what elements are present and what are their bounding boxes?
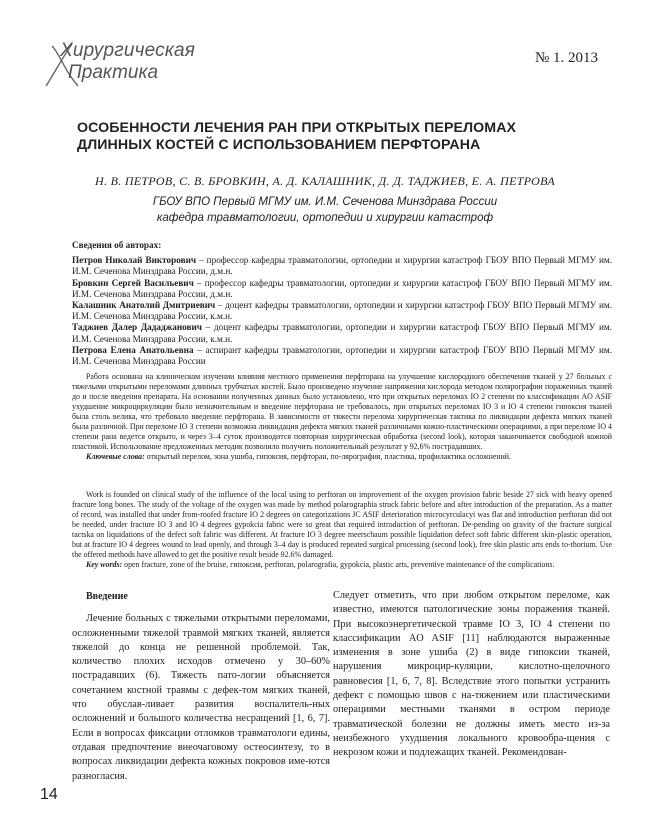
keywords-russian-list: открытый перелом, зона ушиба, гипоксия, перфторан, по-лярография, пластика, профилактика осложнений. bbox=[144, 452, 511, 461]
affiliation-department: кафедра травматологии, ортопедии и хирургии катастроф bbox=[156, 212, 494, 224]
abstract-english-text: Work is founded on clinical study of the influence of the local using to perftoran on improvement of the oxygen provision fabric beside 27 sick with heavy opened fracture long bones. The study of the voltage of the oxygen was made by method polarographia struck fabric before and after introduction of the preparation. As a matter of record, was installed that under from-roofed fracture IO 2 degrees on categorizations JC ASIF deterioration microcyrculacyi was flat and introduction perftoran did not be needed, under fracture IO 3 and IO 4 degrees gypokcia fabric were so great that required introduction of perftoran. De-pending on gravity of the fracture surgical tactska on liquidations of the defect soft fabric was different. At fracture IO 3 degree meerschaum possible liquidation defect soft fabric different skin-plastic operation, but at fracture IO 4 degrees wound to lead openly, and through 3–4 day is produced repeated surgical processing (second look), free skin plastic arts ends to-thorium. Use the offered methods have allowed to get the positive result beside 92.6% damaged. bbox=[72, 490, 612, 559]
journal-logo bbox=[38, 40, 238, 92]
body-paragraph: Следует отметить, что при любом открытом переломе, как известно, имеются патологические зоны поражения тканей. При высокоэнергетической травме IO 3, IO 4 степени по классификации AO ASIF [11] наблюдаются выраженные изменения в зоне ушиба (2) в виде гипоксии тканей, нарушения микроцир-куляции, кислотно-щелочного равновесия [1, 6, 7, 8]. Вследствие этого попытки устранить дефект с помощью швов с на-тяжением или пластическими операциями местными тканями в остром периоде травматической болезни не должны иметь место из-за неизбежного ухудшения локального кровообра-щения с некрозом кожи и подлежащих тканей. Рекомендован- bbox=[333, 590, 610, 759]
article-title: ОСОБЕННОСТИ ЛЕЧЕНИЯ РАН ПРИ ОТКРЫТЫХ ПЕРЕЛОМАХ ДЛИННЫХ КОСТЕЙ С ИСПОЛЬЗОВАНИЕМ ПЕРФТОРАНА bbox=[77, 120, 517, 153]
author-entry bbox=[72, 322, 612, 344]
author-entry bbox=[72, 345, 612, 367]
keywords-russian-label: Ключевые слова: bbox=[86, 452, 145, 461]
keywords-russian bbox=[72, 452, 612, 462]
author-details: – профессор кафедры травматологии, ортопедии и хирургии катастроф ГБОУ ВПО Первый МГМУ им. И.М. Сеченова Минздрава России, д.м.н. bbox=[72, 277, 613, 299]
article-affiliation bbox=[0, 194, 650, 226]
keywords-english bbox=[72, 560, 612, 570]
author-details: – доцент кафедры травматологии, ортопедии и хирургии катастроф ГБОУ ВПО Первый МГМУ им. И.М. Сеченова Минздрава России, к.м.н. bbox=[72, 322, 612, 344]
issue-number: № 1. 2013 bbox=[534, 50, 598, 66]
author-details: – доцент кафедры травматологии, ортопедии и хирургии катастроф ГБОУ ВПО Первый МГМУ им. И.М. Сеченова Минздрава России, к.м.н. bbox=[72, 300, 612, 322]
body-column-left bbox=[72, 590, 330, 784]
author-name: Бровкин Сергей Васильевич bbox=[72, 277, 194, 288]
author-details: – профессор кафедры травматологии, ортопедии и хирургии катастроф ГБОУ ВПО Первый МГМУ им. И.М. Сеченова Минздрава России, д.м.н. bbox=[72, 255, 612, 277]
author-entry bbox=[72, 278, 612, 300]
about-authors bbox=[72, 240, 612, 367]
author-name: Петрова Елена Анатольевна bbox=[72, 344, 194, 355]
author-name: Таджиев Далер Дададжанович bbox=[72, 322, 202, 333]
about-authors-heading: Сведения об авторах: bbox=[72, 240, 162, 250]
page-number: 14 bbox=[40, 786, 58, 803]
author-details: – аспирант кафедры травматологии, ортопедии и хирургии катастроф ГБОУ ВПО Первый МГМУ им. И.М. Сеченова Минздрава России bbox=[72, 344, 612, 367]
abstract-russian-text: Работа основана на клиническом изучении влияния местного применения перфторана на улучшение кислородного обеспечения тканей у 27 больных с тяжелыми открытыми переломами длинных трубчатых костей. Было произведено изучение напряжения кислорода методом полярографии пораженных тканей до и после введения препарата. На основании полученных данных было установлено, что при открытых переломах IO 2 степени по классификации AO ASIF ухудшение микроциркуляции было незначительным и введение перфторана не требовалось, при открытых переломах IO 3 и IO 4 степени гипоксия тканей была столь велика, что требовало введение перфторана. В зависимости от тяжести перелома хирургическая тактика по ликвидации дефекта мягких тканей была различной. При переломе IO 3 степени возможна ликвидация дефекта мягких тканей различными кожно-пластическими операциями, а при переломе IO 4 степени рана ведется открыто, и через 3–4 суток производится повторная хирургическая обработка (second look), которая заканчивается свободной кожной пластикой. Использование предложенных методик позволило получить положительный результат у 92,6% пострадавших. bbox=[72, 372, 612, 451]
keywords-english-label: Key words: bbox=[86, 560, 123, 569]
body-paragraph: Лечение больных с тяжелыми открытыми переломами, осложненными тяжелой травмой мягких тканей, является тяжелой до конца не решенной проблемой. Так, количество плохих исходов отмечено у 30–60% пострадавших (6). Тяжесть пато-логии объясняется сочетанием костной травмы с дефек-том мягких тканей, что обуслав-ливает развития воспалитель-ных осложнений и большого количества несращений [1, 6, 7]. Если в вопросах фиксации отломков травматологи едины, отдавая предпочтение внеочаговому остеосинтезу, то в вопросах ликвидации дефекта кожных покровов име-ются разногласия. bbox=[72, 613, 330, 782]
affiliation-institution: ГБОУ ВПО Первый МГМУ им. И.М. Сеченова Минздрава России bbox=[152, 196, 498, 208]
author-entry bbox=[72, 255, 612, 277]
author-name: Калашник Анатолий Дмитриевич bbox=[72, 300, 216, 311]
keywords-english-list: open fracture, zone of the bruise, гипоксия, perftoran, polarografia, gypokcia, plastic arts, preventive maintenance of the complications. bbox=[122, 560, 555, 569]
journal-name-line2: Практика bbox=[68, 62, 159, 83]
journal-name-line1: Хирургическая bbox=[60, 40, 196, 61]
body-column-right bbox=[333, 589, 610, 761]
section-title-introduction: Введение bbox=[86, 591, 128, 602]
author-name: Петров Николай Викторович bbox=[72, 255, 197, 266]
abstract-russian bbox=[72, 372, 612, 462]
author-entry bbox=[72, 300, 612, 322]
abstract-english bbox=[72, 490, 612, 570]
article-authors: Н. В. ПЕТРОВ, С. В. БРОВКИН, А. Д. КАЛАШНИК, Д. Д. ТАДЖИЕВ, Е. А. ПЕТРОВА bbox=[95, 174, 555, 188]
